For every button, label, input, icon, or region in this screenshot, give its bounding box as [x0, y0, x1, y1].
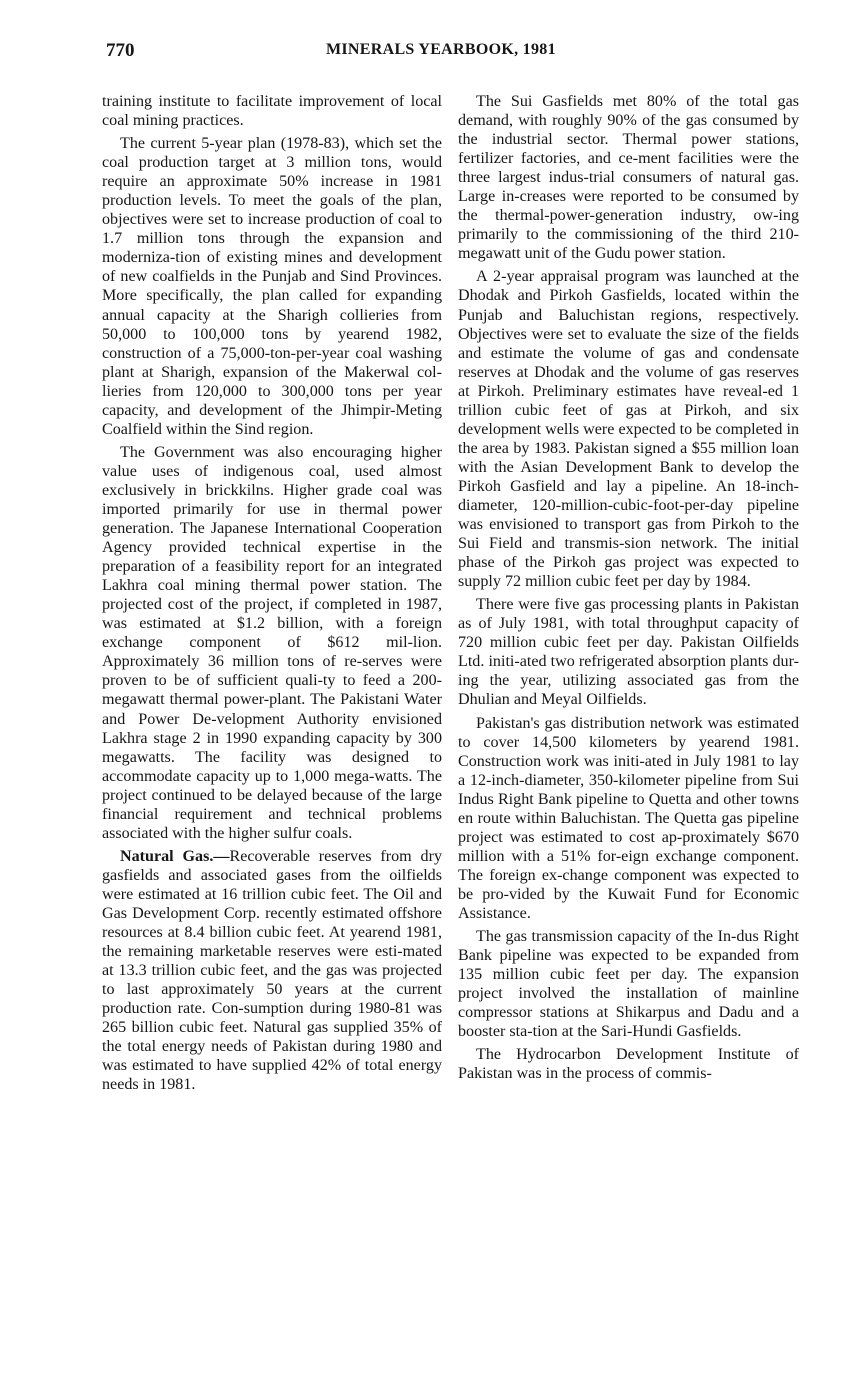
paragraph: The Sui Gasfields met 80% of the total gas demand, with roughly 90% of the gas consumed by the industrial sector. Thermal power stations, fertilizer factories, and ce-ment facilities were the three largest indus-trial consumers of natural gas. Large in-creases were reported to be consumed by the thermal-power-generation industry, ow-ing primarily to the commissioning of the third 210-megawatt unit of the Gudu power station. [458, 93, 799, 263]
paragraph: The gas transmission capacity of the In-dus Right Bank pipeline was expected to be expanded from 135 million cubic feet per day. The expansion project involved the installation of mainline compressor stations at Shikarpus and Dadu and a booster sta-tion at the Sari-Hundi Gasfields. [458, 928, 799, 1041]
paragraph: There were five gas processing plants in Pakistan as of July 1981, with total throughput capacity of 720 million cubic feet per day. Pakistan Oilfields Ltd. initi-ated two refrigerated absorption plants dur-ing the year, utilizing associated gas from the Dhulian and Meyal Oilfields. [458, 596, 799, 709]
page-number: 770 [106, 40, 135, 61]
paragraph: Pakistan's gas distribution network was estimated to cover 14,500 kilometers by yearend 1981. Construction work was initi-ated in July 1981 to lay a 12-inch-diameter, 350-kilometer pipeline from Sui Indus Right Bank pipeline to Quetta and other towns en route within Baluchistan. The Quetta gas pipeline project was estimated to cost ap-proximately $670 million with a 51% for-eign exchange component. The foreign ex-change component was expected to be pro-vided by the Kuwait Fund for Economic Assistance. [458, 714, 799, 922]
natural-gas-paragraph [102, 847, 442, 1095]
paragraph: training institute to facilitate improvement of local coal mining practices. [102, 93, 442, 130]
paragraph: The Government was also encouraging higher value uses of indigenous coal, used almost exclusively in brickkilns. Higher grade coal was imported primarily for use in thermal power generation. The Japanese International Cooperation Agency provided technical expertise in the preparation of a feasibility report for an integrated Lakhra coal mining thermal power station. The projected cost of the project, if completed in 1987, was estimated at $1.2 billion, with a foreign exchange component of $612 mil-lion. Approximately 36 million tons of re-serves were proven to be of sufficient quali-ty to feed a 200-megawatt thermal power-plant. The Pakistani Water and Power De-velopment Authority envisioned Lakhra stage 2 in 1990 expanding capacity by 300 megawatts. The facility was designed to accommodate capacity up to 1,000 mega-watts. The project continued to be delayed because of the large financial requirement and technical problems associated with the higher sulfur coals. [102, 443, 442, 842]
running-title: MINERALS YEARBOOK, 1981 [326, 41, 556, 58]
paragraph: The current 5-year plan (1978-83), which set the coal production target at 3 million tons, would require an approximate 50% increase in 1981 production levels. To meet the goals of the plan, objectives were set to increase production of coal to 1.7 million tons through the expansion and moderniza-tion of existing mines and development of new coalfields in the Punjab and Sind Provinces. More specifically, the plan called for expanding annual capacity at the Sharigh collieries from 50,000 to 100,000 tons by yearend 1982, construction of a 75,000-ton-per-year coal washing plant at Sharigh, expansion of the Makerwal col-lieries from 120,000 to 300,000 tons per year capacity, and development of the Jhimpir-Meting Coalfield within the Sind region. [102, 135, 442, 438]
paragraph: A 2-year appraisal program was launched at the Dhodak and Pirkoh Gasfields, located within the Punjab and Baluchistan regions, respectively. Objectives were set to evaluate the size of the fields and estimate the volume of gas and condensate reserves at Dhodak and the volume of gas reserves at Pirkoh. Preliminary estimates have reveal-ed 1 trillion cubic feet of gas at Pirkoh, and six development wells were expected to be completed in the area by 1983. Pakistan signed a $55 million loan with the Asian Development Bank to develop the Pirkoh Gasfield and lay a pipeline. An 18-inch-diameter, 120-million-cubic-foot-per-day pipeline was envisioned to transport gas from Pirkoh to the Sui Field and transmis-sion network. The initial phase of the Pirkoh gas project was expected to supply 72 million cubic feet per day by 1984. [458, 268, 799, 591]
page-header [106, 40, 796, 66]
left-column [102, 92, 442, 1098]
section-run-in-heading: Natural Gas.— [120, 847, 230, 865]
paragraph-body: Recoverable reserves from dry gasfields and associated gases from the oilfields were estimated at 16 trillion cubic feet. The Oil and Gas Development Corp. recently estimated offshore resources at 8.4 billion cubic feet. At yearend 1981, the remaining marketable reserves were esti-mated at 13.3 trillion cubic feet, and the gas was projected to last approximately 50 years at the current production rate. Con-sumption during 1980-81 was 265 billion cubic feet. Natural gas supplied 35% of the total energy needs of Pakistan during 1980 and was estimated to have supplied 42% of total energy needs in 1981. [102, 847, 442, 1094]
right-column [458, 92, 799, 1087]
paragraph: The Hydrocarbon Development Institute of Pakistan was in the process of commis- [458, 1046, 799, 1083]
